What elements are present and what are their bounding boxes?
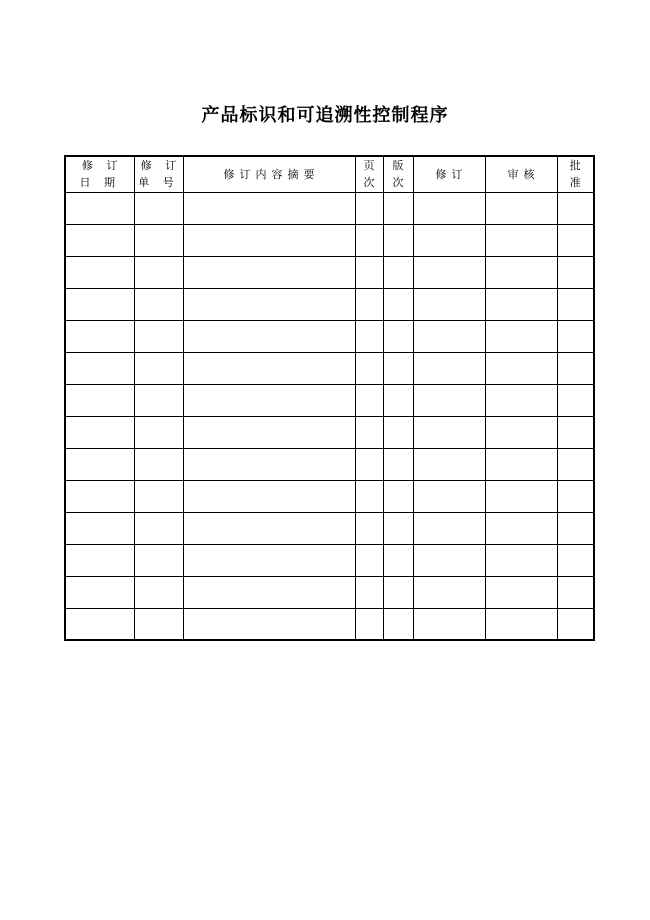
table-cell (557, 576, 594, 608)
table-cell (134, 320, 183, 352)
table-cell (485, 448, 557, 480)
table-cell (65, 608, 134, 640)
table-row (65, 320, 594, 352)
table-cell (183, 608, 355, 640)
table-cell (65, 352, 134, 384)
table-cell (485, 320, 557, 352)
table-cell (183, 384, 355, 416)
table-cell (134, 352, 183, 384)
table-cell (134, 192, 183, 224)
table-cell (557, 608, 594, 640)
table-cell (183, 288, 355, 320)
table-cell (134, 480, 183, 512)
header-revision-number: 修 订 单 号 (134, 156, 183, 192)
table-cell (65, 384, 134, 416)
table-cell (134, 448, 183, 480)
table-cell (413, 576, 485, 608)
table-cell (355, 576, 383, 608)
table-row (65, 384, 594, 416)
table-cell (413, 512, 485, 544)
table-cell (355, 416, 383, 448)
table-cell (413, 192, 485, 224)
table-cell (383, 448, 413, 480)
header-revised-by: 修订 (413, 156, 485, 192)
table-cell (355, 448, 383, 480)
header-version: 版 次 (383, 156, 413, 192)
table-cell (134, 576, 183, 608)
table-cell (485, 224, 557, 256)
table-cell (65, 448, 134, 480)
table-row (65, 288, 594, 320)
table-cell (65, 416, 134, 448)
table-cell (383, 576, 413, 608)
table-cell (383, 256, 413, 288)
table-cell (65, 192, 134, 224)
table-cell (413, 288, 485, 320)
table-cell (383, 544, 413, 576)
table-cell (355, 608, 383, 640)
table-cell (413, 416, 485, 448)
table-cell (485, 544, 557, 576)
table-cell (557, 224, 594, 256)
table-row (65, 256, 594, 288)
table-cell (413, 224, 485, 256)
revision-record-table (64, 155, 595, 641)
table-cell (65, 480, 134, 512)
table-row (65, 416, 594, 448)
page-title: 产品标识和可追溯性控制程序 (201, 105, 449, 126)
table-cell (355, 512, 383, 544)
table-cell (134, 512, 183, 544)
table-cell (485, 256, 557, 288)
table-cell (65, 224, 134, 256)
table-cell (355, 256, 383, 288)
table-row (65, 544, 594, 576)
table-cell (134, 544, 183, 576)
table-cell (413, 320, 485, 352)
table-cell (134, 608, 183, 640)
table-cell (183, 448, 355, 480)
table-cell (65, 576, 134, 608)
table-cell (557, 448, 594, 480)
header-revision-summary: 修订内容摘要 (183, 156, 355, 192)
table-row (65, 448, 594, 480)
table-cell (485, 512, 557, 544)
table-cell (413, 608, 485, 640)
table-cell (557, 192, 594, 224)
table-cell (183, 416, 355, 448)
table-cell (413, 544, 485, 576)
table-cell (413, 256, 485, 288)
table-cell (183, 320, 355, 352)
table-cell (65, 512, 134, 544)
table-cell (413, 448, 485, 480)
table-cell (557, 288, 594, 320)
table-cell (65, 256, 134, 288)
table-cell (383, 320, 413, 352)
table-cell (383, 608, 413, 640)
table-cell (485, 288, 557, 320)
table-cell (557, 416, 594, 448)
table-cell (383, 352, 413, 384)
table-cell (355, 384, 383, 416)
table-cell (383, 384, 413, 416)
table-cell (183, 544, 355, 576)
table-cell (413, 384, 485, 416)
table-cell (485, 608, 557, 640)
header-approved-by: 批 准 (557, 156, 594, 192)
table-row (65, 192, 594, 224)
table-cell (183, 224, 355, 256)
table-cell (183, 480, 355, 512)
table-cell (557, 352, 594, 384)
table-cell (413, 352, 485, 384)
table-cell (134, 288, 183, 320)
table-cell (134, 384, 183, 416)
table-cell (183, 192, 355, 224)
table-cell (355, 352, 383, 384)
table-cell (557, 256, 594, 288)
table-cell (134, 224, 183, 256)
table-cell (557, 544, 594, 576)
table-cell (383, 224, 413, 256)
table-cell (383, 416, 413, 448)
header-reviewed-by: 审核 (485, 156, 557, 192)
table-cell (557, 384, 594, 416)
table-cell (485, 352, 557, 384)
table-cell (383, 288, 413, 320)
table-cell (355, 320, 383, 352)
table-cell (485, 192, 557, 224)
table-cell (183, 256, 355, 288)
table-row (65, 608, 594, 640)
table-cell (134, 416, 183, 448)
table-body (65, 192, 594, 640)
header-page: 页 次 (355, 156, 383, 192)
table-header-row (65, 156, 594, 192)
table-cell (557, 512, 594, 544)
table-cell (383, 480, 413, 512)
table-cell (355, 544, 383, 576)
table-cell (183, 352, 355, 384)
table-cell (65, 288, 134, 320)
table-cell (557, 320, 594, 352)
table-cell (485, 384, 557, 416)
table-cell (134, 256, 183, 288)
table-cell (183, 512, 355, 544)
table-cell (383, 192, 413, 224)
table-row (65, 480, 594, 512)
table-cell (355, 192, 383, 224)
table-cell (355, 480, 383, 512)
table-cell (65, 320, 134, 352)
table-cell (355, 288, 383, 320)
table-cell (383, 512, 413, 544)
table-row (65, 352, 594, 384)
table-cell (557, 480, 594, 512)
header-revision-date: 修 订 日 期 (65, 156, 134, 192)
table-cell (413, 480, 485, 512)
table-cell (183, 576, 355, 608)
table-row (65, 576, 594, 608)
table-cell (65, 544, 134, 576)
table-cell (485, 480, 557, 512)
table-row (65, 512, 594, 544)
table-cell (355, 224, 383, 256)
table-cell (485, 416, 557, 448)
table-row (65, 224, 594, 256)
table-cell (485, 576, 557, 608)
